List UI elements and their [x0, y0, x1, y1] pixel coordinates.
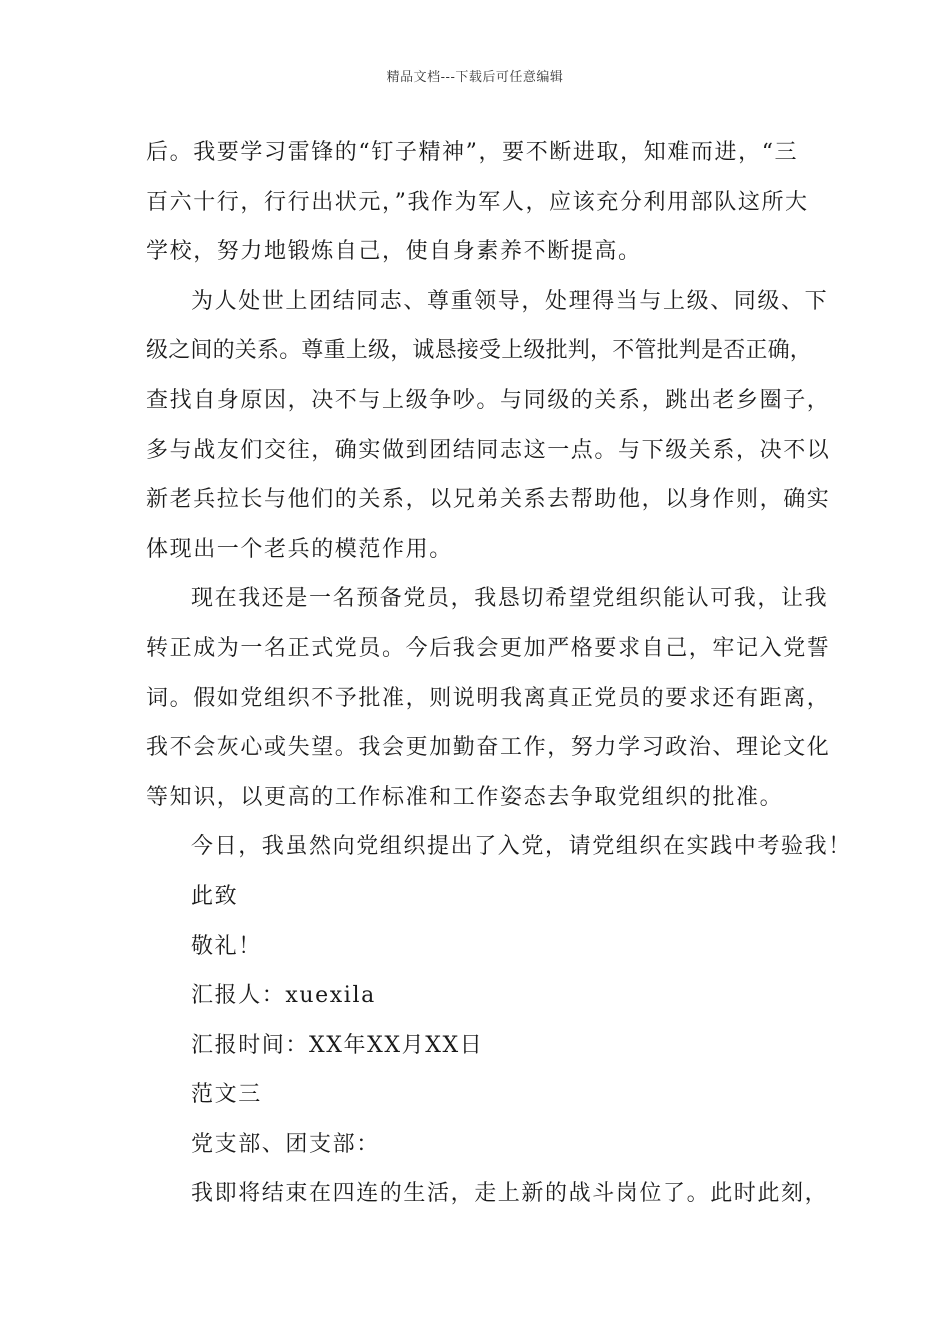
closing-line: 此致 — [191, 883, 239, 909]
section-title: 范文三 — [191, 1082, 262, 1108]
body-line: 等知识，以更高的工作标准和工作姿态去争取党组织的批准。 — [146, 784, 784, 810]
body-line: 为人处世上团结同志、尊重领导，处理得当与上级、同级、下 — [191, 288, 829, 314]
page-header: 精品文档---下载后可任意编辑 — [386, 70, 564, 85]
body-line: 级之间的关系。尊重上级，诚恳接受上级批判，不管批判是否正确， — [146, 338, 813, 364]
body-line: 多与战友们交往，确实做到团结同志这一点。与下级关系，决不以 — [146, 437, 831, 463]
body-line: 体现出一个老兵的模范作用。 — [146, 536, 453, 562]
body-line: 查找自身原因，决不与上级争吵。与同级的关系，跳出老乡圈子， — [146, 387, 831, 413]
body-line: 学校，努力地锻炼自己，使自身素养不断提高。 — [146, 239, 642, 265]
salutation-line: 敬礼！ — [191, 933, 262, 959]
addressee-line: 党支部、团支部： — [191, 1131, 380, 1157]
document-body — [146, 128, 852, 1219]
reporter-line: 汇报人：xuexila — [191, 983, 376, 1009]
body-line: 百六十行，行行出状元，”我作为军人，应该充分利用部队这所大 — [146, 189, 809, 215]
body-line: 后。我要学习雷锋的“钉子精神”，要不断进取，知难而进，“三 — [146, 140, 799, 165]
body-line: 词。假如党组织不予批准，则说明我离真正党员的要求还有距离， — [146, 685, 831, 711]
body-line: 现在我还是一名预备党员，我恳切希望党组织能认可我，让我 — [191, 586, 829, 612]
body-line: 新老兵拉长与他们的关系，以兄弟关系去帮助他，以身作则，确实 — [146, 487, 831, 513]
body-line: 今日，我虽然向党组织提出了入党，请党组织在实践中考验我！ — [191, 834, 852, 860]
report-date-line: 汇报时间：XX年XX月XX日 — [191, 1032, 484, 1058]
body-line: 转正成为一名正式党员。今后我会更加严格要求自己，牢记入党誓 — [146, 635, 831, 661]
body-line: 我不会灰心或失望。我会更加勤奋工作，努力学习政治、理论文化 — [146, 735, 831, 761]
body-line: 我即将结束在四连的生活，走上新的战斗岗位了。此时此刻， — [191, 1181, 829, 1207]
